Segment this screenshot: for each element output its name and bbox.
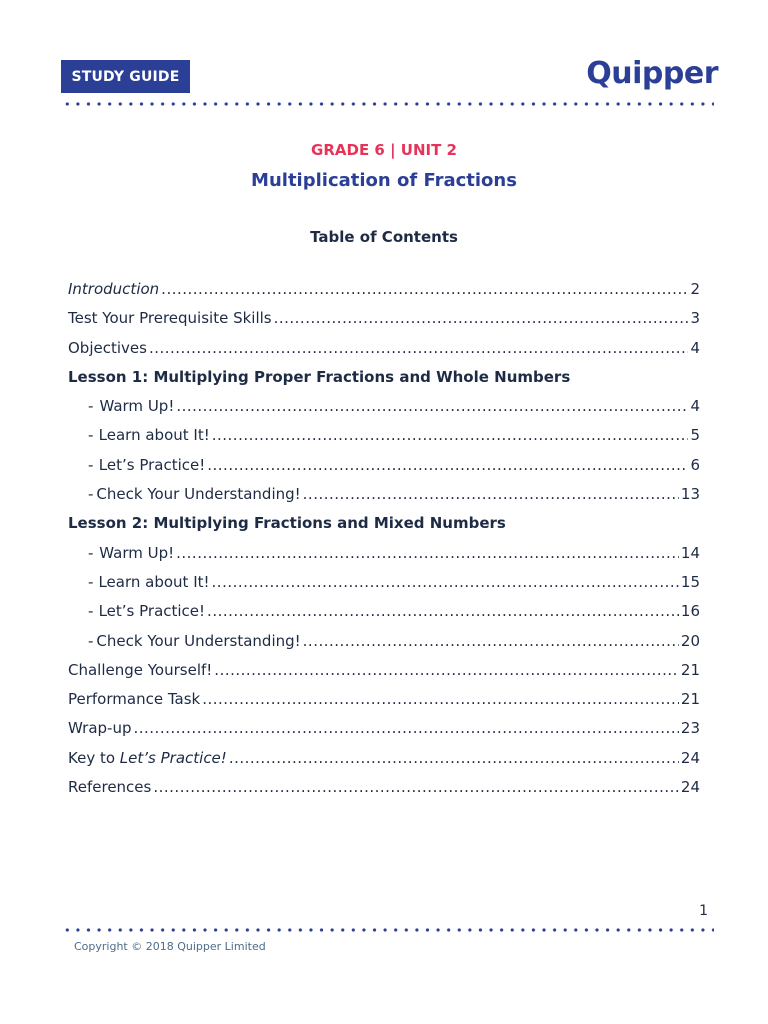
toc-entry[interactable]: [68, 280, 700, 309]
toc-dot-leader: [303, 485, 679, 503]
toc-dot-leader: [133, 719, 678, 737]
toc-dot-leader: [274, 309, 689, 327]
study-guide-badge: STUDY GUIDE: [61, 60, 190, 93]
toc-dot-leader: [176, 544, 679, 562]
toc-entry-label: [68, 778, 151, 796]
toc-entry-text: Let’s Practice!: [98, 602, 206, 621]
toc-entry-text: References: [68, 778, 152, 797]
toc-dot-leader: [212, 426, 689, 444]
toc-page-number: 24: [680, 748, 700, 767]
table-of-contents: [68, 280, 700, 807]
toc-entry-label: [99, 544, 174, 562]
toc-bullet: -: [88, 426, 94, 445]
toc-entry-label: [68, 514, 506, 532]
toc-heading: Table of Contents: [310, 228, 458, 246]
toc-entry-text: Learn about It!: [98, 426, 210, 445]
toc-bullet: -: [88, 543, 94, 562]
toc-page-number: 23: [680, 719, 700, 738]
toc-entry-text: Let’s Practice!: [98, 455, 206, 474]
toc-entry-label: [68, 309, 272, 327]
toc-entry-label: [96, 632, 300, 650]
toc-entry[interactable]: [68, 778, 700, 807]
toc-entry-text: Performance Task: [68, 690, 201, 709]
toc-entry-text: Learn about It!: [98, 572, 210, 591]
toc-entry-label: [68, 690, 200, 708]
toc-entry-label: [99, 426, 210, 444]
toc-entry[interactable]: [68, 690, 700, 719]
toc-dot-leader: [149, 339, 689, 357]
grade-unit-label: GRADE 6 | UNIT 2: [311, 141, 457, 159]
copyright-text: Copyright © 2018 Quipper Limited: [74, 940, 266, 953]
toc-entry-text: Warm Up!: [99, 543, 175, 562]
toc-page-number: 6: [690, 455, 700, 474]
toc-entry-text: Wrap-up: [68, 719, 132, 738]
toc-dot-leader: [214, 661, 679, 679]
toc-page-number: 21: [680, 690, 700, 709]
toc-entry-label: [68, 719, 131, 737]
toc-bullet: -: [88, 631, 94, 650]
toc-bullet: -: [88, 455, 94, 474]
toc-dot-leader: [161, 280, 688, 298]
toc-page-number: 15: [680, 572, 700, 591]
toc-entry[interactable]: [68, 573, 700, 602]
toc-entry[interactable]: [68, 426, 700, 455]
footer-divider: [62, 928, 714, 932]
toc-entry-text: Check Your Understanding!: [96, 631, 301, 650]
toc-entry[interactable]: [68, 339, 700, 368]
toc-entry-text: Introduction: [68, 280, 160, 298]
toc-bullet: -: [88, 397, 94, 416]
toc-entry-text: Objectives: [68, 338, 147, 357]
toc-page-number: 4: [690, 338, 700, 357]
toc-dot-leader: [207, 456, 688, 474]
toc-entry-text: Warm Up!: [99, 397, 175, 416]
toc-entry-text: Lesson 2: Multiplying Fractions and Mixed Numbers: [68, 514, 506, 533]
toc-page-number: 4: [690, 397, 700, 416]
toc-entry-text: Lesson 1: Multiplying Proper Fractions and Whole Numbers: [68, 367, 571, 386]
toc-entry-label: [99, 456, 205, 474]
toc-entry[interactable]: [68, 749, 700, 778]
toc-entry[interactable]: [68, 544, 700, 573]
toc-entry-label: [68, 280, 159, 298]
toc-entry-label: [68, 339, 147, 357]
header-divider: [62, 102, 714, 106]
toc-entry[interactable]: [68, 602, 700, 631]
toc-bullet: -: [88, 572, 94, 591]
toc-dot-leader: [202, 690, 679, 708]
toc-entry-label: [96, 485, 300, 503]
toc-lesson-heading: [68, 514, 700, 543]
quipper-logo: Quipper: [586, 56, 718, 91]
toc-dot-leader: [153, 778, 679, 796]
toc-dot-leader: [207, 602, 679, 620]
toc-page-number: 5: [690, 426, 700, 445]
toc-entry-label: [68, 749, 227, 767]
toc-dot-leader: [229, 749, 679, 767]
toc-entry-label: [99, 397, 174, 415]
toc-entry[interactable]: [68, 397, 700, 426]
toc-entry-label: [99, 602, 205, 620]
toc-lesson-heading: [68, 368, 700, 397]
page-title: Multiplication of Fractions: [251, 170, 517, 191]
toc-bullet: -: [88, 485, 94, 504]
toc-page-number: 21: [680, 660, 700, 679]
toc-entry-label: [68, 661, 212, 679]
toc-entry[interactable]: [68, 719, 700, 748]
toc-entry-text: Challenge Yourself!: [68, 660, 213, 679]
toc-entry-label: [98, 573, 209, 591]
toc-entry[interactable]: [68, 632, 700, 661]
toc-entry-text: Check Your Understanding!: [96, 485, 301, 504]
toc-entry[interactable]: [68, 661, 700, 690]
toc-dot-leader: [303, 632, 679, 650]
toc-entry[interactable]: [68, 485, 700, 514]
toc-entry[interactable]: [68, 456, 700, 485]
toc-page-number: 24: [680, 778, 700, 797]
toc-entry[interactable]: [68, 309, 700, 338]
toc-page-number: 20: [680, 631, 700, 650]
page-number: 1: [699, 903, 708, 919]
toc-entry-label: [68, 368, 570, 386]
toc-page-number: 16: [680, 602, 700, 621]
toc-page-number: 3: [690, 309, 700, 328]
toc-entry-text: Let’s Practice!: [119, 748, 227, 767]
toc-dot-leader: [212, 573, 679, 591]
toc-entry-text: Test Your Prerequisite Skills: [68, 309, 272, 328]
toc-page-number: 2: [690, 280, 700, 298]
toc-dot-leader: [176, 397, 688, 415]
toc-page-number: 14: [680, 543, 700, 562]
toc-entry-prefix: Key to: [68, 748, 120, 767]
toc-bullet: -: [88, 602, 94, 621]
toc-page-number: 13: [680, 485, 700, 504]
